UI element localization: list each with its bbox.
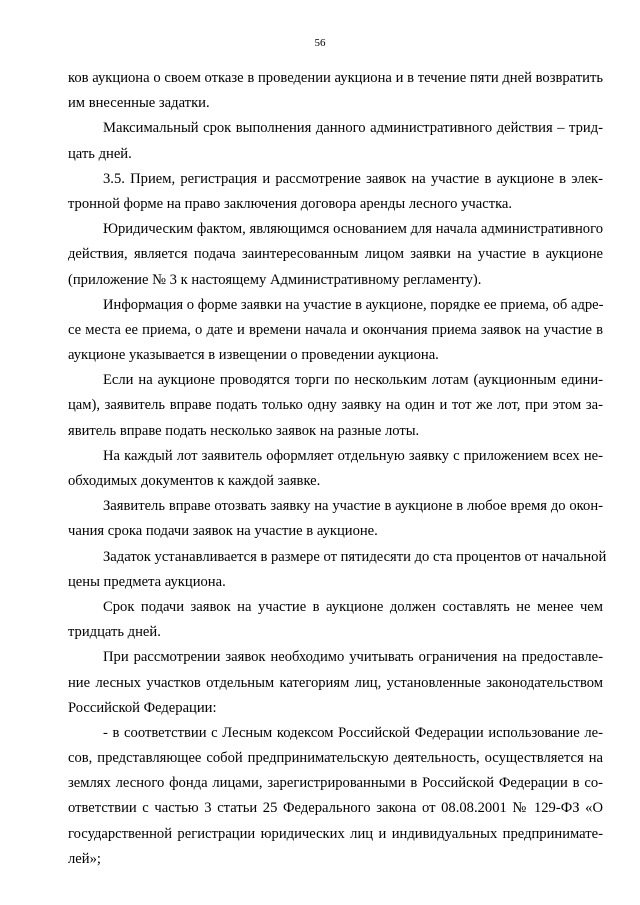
text-line: На каждый лот заявитель оформляет отдельную заявку с приложением всех не- — [103, 447, 603, 464]
text-line: аукционе указывается в извещении о проведении аукциона. — [68, 347, 439, 364]
text-line: им внесенные задатки. — [68, 95, 210, 112]
text-line: - в соответствии с Лесным кодексом Российской Федерации использование ле- — [103, 724, 603, 741]
paragraph — [68, 66, 603, 116]
paragraph — [68, 721, 603, 872]
paragraph — [68, 545, 607, 595]
text-line: цать дней. — [68, 145, 132, 162]
text-line: Задаток устанавливается в размере от пятидесяти до ста процентов от начальной — [103, 548, 607, 565]
text-line: Информация о форме заявки на участие в аукционе, порядке ее приема, об адре- — [103, 296, 604, 313]
paragraph — [68, 167, 603, 217]
paragraph — [68, 494, 603, 544]
text-line: се места ее приема, о дате и времени начала и окончания приема заявок на участие в — [68, 321, 603, 338]
text-line: тронной форме на право заключения договора аренды лесного участка. — [68, 195, 513, 212]
text-line: цены предмета аукциона. — [68, 573, 226, 590]
text-line: землях лесного фонда лицами, зарегистрированными в Российской Федерации в со- — [68, 775, 603, 792]
text-line: чания срока подачи заявок на участие в аукционе. — [68, 523, 378, 540]
paragraph — [68, 595, 603, 645]
text-line: государственной регистрации юридических лиц и индивидуальных предпринимате- — [68, 825, 603, 842]
paragraph — [68, 217, 603, 293]
paragraph — [68, 368, 603, 444]
text-line: Заявитель вправе отозвать заявку на участие в аукционе в любое время до окон- — [103, 498, 603, 515]
text-line: Максимальный срок выполнения данного административного действия – трид- — [103, 120, 603, 137]
text-line: 3.5. Прием, регистрация и рассмотрение заявок на участие в аукционе в элек- — [103, 170, 603, 187]
text-line: обходимых документов к каждой заявке. — [68, 473, 321, 489]
paragraph — [68, 293, 603, 369]
text-line: тридцать дней. — [68, 624, 161, 641]
paragraph — [68, 444, 603, 494]
text-line: явитель вправе подать несколько заявок на разные лоты. — [68, 422, 420, 439]
paragraph — [68, 645, 603, 721]
text-line: цам), заявитель вправе подать только одну заявку на один и тот же лот, при этом за- — [68, 397, 603, 414]
text-line: При рассмотрении заявок необходимо учитывать ограничения на предоставле- — [103, 649, 603, 666]
text-line: (приложение № 3 к настоящему Административному регламенту). — [68, 271, 482, 288]
text-line: сов, представляющее собой предпринимательскую деятельность, осуществляется на — [68, 750, 603, 767]
page-number: 56 — [314, 37, 326, 49]
text-line: Юридическим фактом, являющимся основанием для начала административного — [103, 221, 603, 238]
paragraph — [68, 116, 603, 166]
text-line: лей»; — [68, 850, 101, 867]
text-line: ответствии с частью 3 статьи 25 Федерального закона от 08.08.2001 № 129-ФЗ «О — [68, 800, 603, 817]
text-line: ние лесных участков отдельным категориям лиц, установленные законодательством — [68, 674, 603, 691]
text-line: Если на аукционе проводятся торги по нескольким лотам (аукционным едини- — [103, 372, 603, 389]
text-line: ков аукциона о своем отказе в проведении аукциона и в течение пяти дней возвратить — [68, 70, 603, 86]
document-body — [68, 66, 607, 872]
text-line: Срок подачи заявок на участие в аукционе должен составлять не менее чем — [103, 598, 603, 615]
text-line: Российской Федерации: — [68, 699, 217, 716]
text-line: действия, является подача заинтересованным лицом заявки на участие в аукционе — [68, 246, 603, 263]
